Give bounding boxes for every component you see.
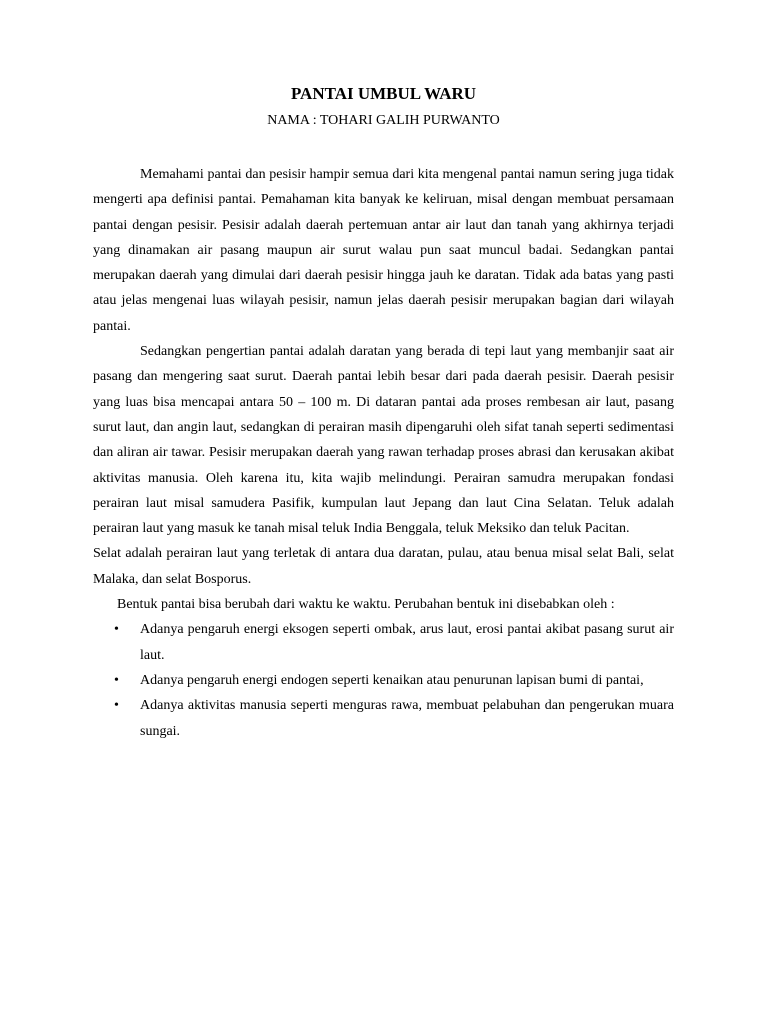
paragraph-pantai: Sedangkan pengertian pantai adalah daratan yang berada di tepi laut yang membanjir saat air pasang dan mengering saat surut. Daerah pantai lebih besar dari pada daerah pesisir. Daerah pesisir yang luas bisa mencapai antara 50 – 100 m. Di dataran pantai ada proses rembesan air laut, pasang surut laut, dan angin laut, sedangkan di perairan masih dipengaruhi oleh sifat tanah seperti sedimentasi dan aliran air tawar. Pesisir merupakan daerah yang rawan terhadap proses abrasi dan kerusakan akibat aktivitas manusia. Oleh karena itu, kita wajib melindungi. Perairan samudra merupakan fondasi perairan laut misal samudera Pasifik, kumpulan laut Jepang dan laut Cina Selatan. Teluk adalah perairan laut yang masuk ke tanah misal teluk India Benggala, teluk Meksiko dan teluk Pacitan. xyxy=(93,344,674,537)
list-item xyxy=(93,693,674,744)
paragraph-selat: Selat adalah perairan laut yang terletak di antara dua daratan, pulau, atau benua misal selat Bali, selat Malaka, dan selat Bosporus. xyxy=(93,546,674,587)
bullet-icon: • xyxy=(114,698,119,714)
bullet-icon: • xyxy=(114,622,119,638)
document-title: PANTAI UMBUL WARU xyxy=(290,84,477,103)
document-body xyxy=(93,162,674,744)
document-page xyxy=(93,84,674,744)
list-item-text: Adanya pengaruh energi eksogen seperti ombak, arus laut, erosi pantai akibat pasang surut air laut. xyxy=(140,622,674,663)
author-name: NAMA : TOHARI GALIH PURWANTO xyxy=(267,113,500,128)
list-item xyxy=(93,617,674,668)
list-item-text: Adanya aktivitas manusia seperti menguras rawa, membuat pelabuhan dan pengerukan muara sungai. xyxy=(140,698,674,739)
list-item xyxy=(93,668,674,693)
paragraph-bentuk-pantai: Bentuk pantai bisa berubah dari waktu ke waktu. Perubahan bentuk ini disebabkan oleh : xyxy=(117,597,615,613)
bullet-list xyxy=(93,617,674,743)
paragraph-definition: Memahami pantai dan pesisir hampir semua dari kita mengenal pantai namun sering juga tidak mengerti apa definisi pantai. Pemahaman kita banyak ke keliruan, misal dengan membuat persamaan pantai dengan pesisir. Pesisir adalah daerah pertemuan antar air laut dan tanah yang akhirnya terjadi yang dinamakan air pasang maupun air surut walau pun saat muncul badai. Sedangkan pantai merupakan daerah yang dimulai dari daerah pesisir hingga jauh ke daratan. Tidak ada batas yang pasti atau jelas mengenai luas wilayah pesisir, namun jelas daerah pesisir merupakan bagian dari wilayah pantai. xyxy=(93,167,674,334)
list-item-text: Adanya pengaruh energi endogen seperti kenaikan atau penurunan lapisan bumi di pantai, xyxy=(140,672,644,688)
bullet-icon: • xyxy=(114,672,119,688)
